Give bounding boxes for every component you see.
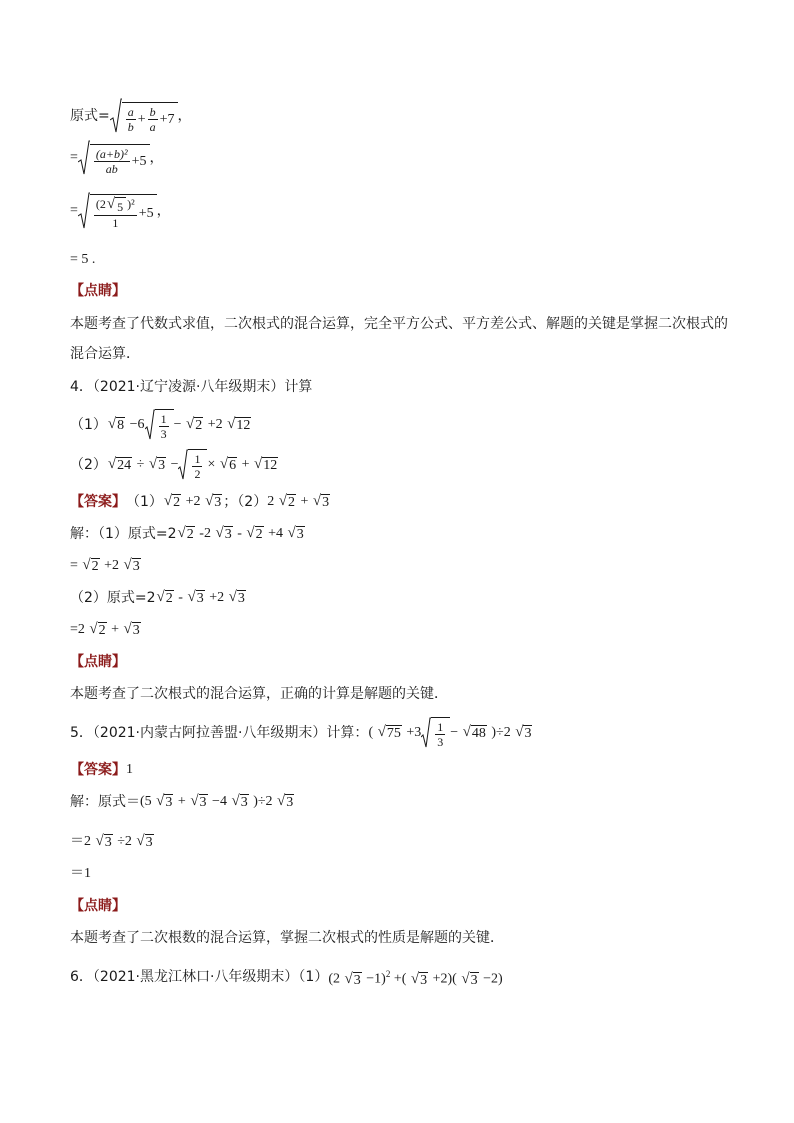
question-4-solution-line-4: =2 √ 2 + √ 3 (70, 621, 140, 638)
solution-line-4: = 5 . (70, 252, 96, 267)
radical: (2 √ 5 )² 1 +5 (78, 192, 157, 230)
question-5-solution-line-3: ＝1 (70, 866, 91, 881)
question-4-answer: 【答案】 （1） √ 2 +2 √ 3 ；（2） 2 √ 2 + √ 3 (70, 493, 330, 510)
original-expression-label: 原式= (70, 108, 110, 124)
question-5-answer: 【答案】 1 (70, 762, 133, 778)
question-4-part-1: （1） √ 8 −6 $\frac{1}{3}$ − √ 2 +2 √ 12 (70, 408, 252, 442)
question-5-title: 5．（2021·内蒙古阿拉善盟·八年级期末）计算： ( √ 75 +3 $\frac{1}{3}$ − √ 48 )÷2 √ 3 (70, 716, 533, 750)
radical: $\frac{a}{b}$ + $\frac{b}{a}$ +7 (110, 98, 178, 134)
question-5-solution-line-2: ＝2 √ 3 ÷2 √ 3 (70, 833, 153, 850)
question-5-solution-line-1: 解：原式＝ (5 √ 3 + √ 3 −4 √ 3 )÷2 √ 3 (70, 793, 294, 810)
question-4-part-2: （2） √ 24 ÷ √ 3 − $\frac{1}{2}$ × √ 6 + √ 12 (70, 448, 279, 482)
radical: $\frac{\text{(a+b)²}}{ab}$ +5 (78, 140, 150, 176)
note-tag-1: 【点睛】 (70, 283, 126, 299)
note-tag-2: 【点睛】 (70, 654, 126, 670)
question-4-title: 4．（2021·辽宁凌源·八年级期末）计算 (70, 379, 313, 395)
solution-line-2: = $\frac{\text{(a+b)²}}{ab}$ +5 ， (70, 140, 164, 176)
note-tag-3: 【点睛】 (70, 898, 126, 914)
note-text-3: 本题考查了二次根数的混合运算，掌握二次根式的性质是解题的关键． (70, 930, 504, 946)
question-4-solution-line-1: 解：（1）原式=2 √ 2 -2 √ 3 - √ 2 +4 √ 3 (70, 525, 304, 542)
question-6-title: 6．（2021·黑龙江林口·八年级期末）（1） (2 √ 3 −1)$^2$ +( √ 3 +2)( √ 3 −2) (70, 968, 503, 988)
note-text-1: 本题考查了代数式求值，二次根式的混合运算，完全平方公式、平方差公式、解题的关键是掌握二次根式的混合运算． (70, 316, 728, 362)
solution-line-3: = (2 √ 5 )² 1 +5 ， (70, 192, 171, 230)
solution-line-1: 原式= $\frac{a}{b}$ + $\frac{b}{a}$ +7 ， (70, 98, 192, 134)
question-4-solution-line-2: = √ 2 +2 √ 3 (70, 557, 140, 574)
question-4-solution-line-3: （2）原式=2 √ 2 - √ 3 +2 √ 3 (70, 589, 245, 606)
note-text-2: 本题考查了二次根式的混合运算，正确的计算是解题的关键． (70, 686, 448, 702)
